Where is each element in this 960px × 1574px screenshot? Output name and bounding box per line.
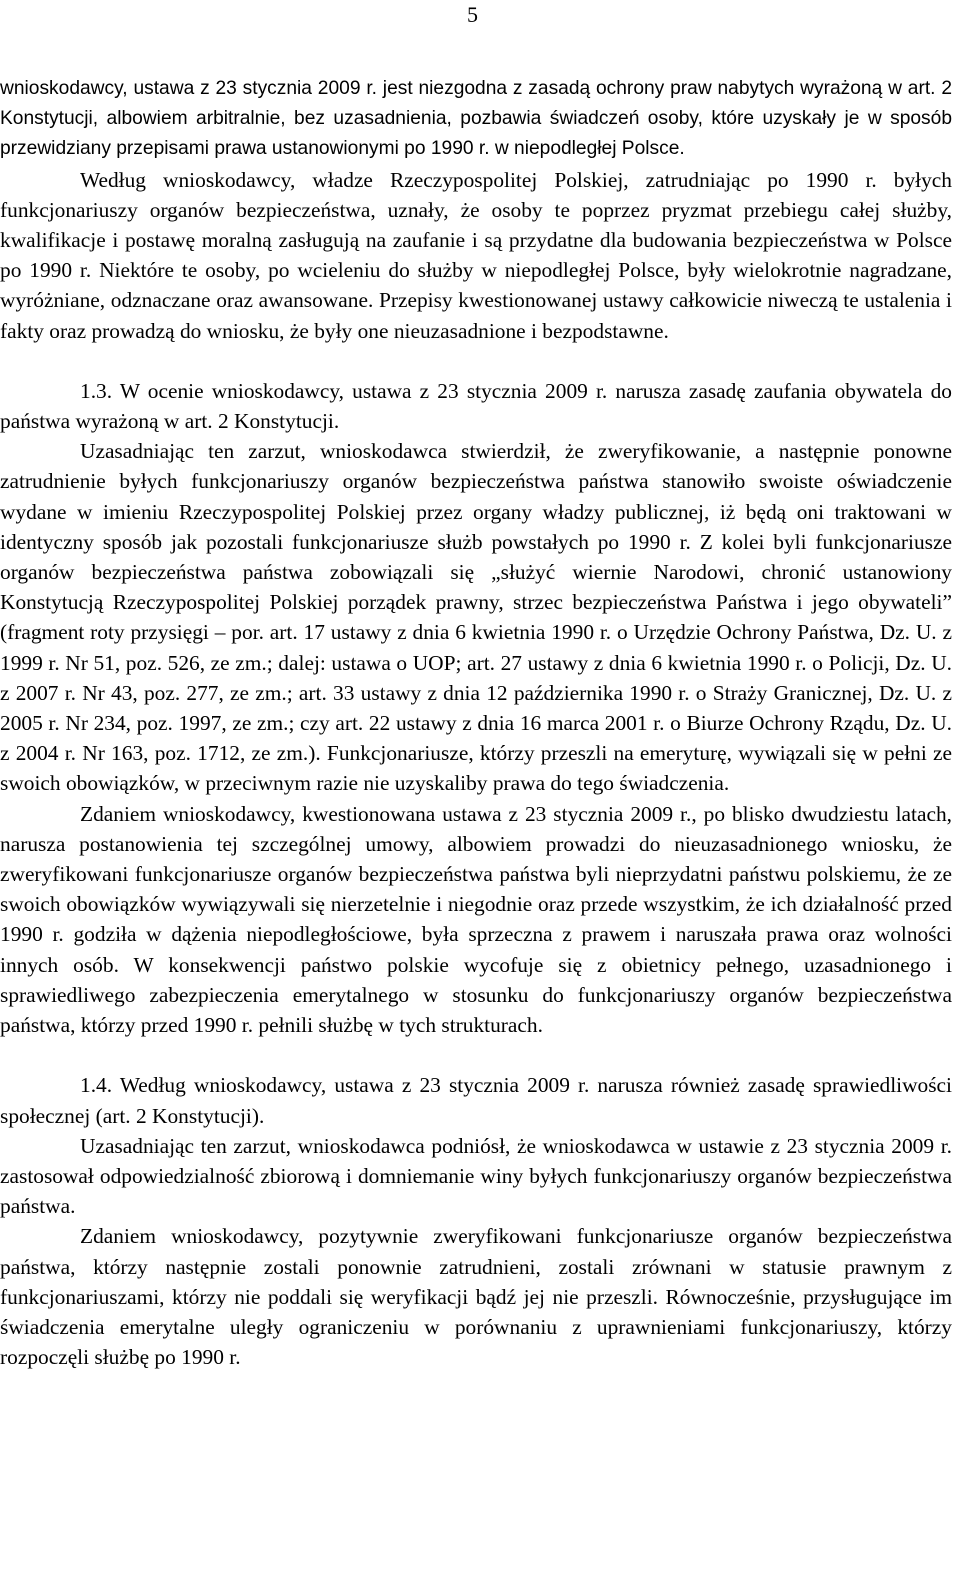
page-number: 5 xyxy=(467,2,478,27)
section-heading-1-4: 1.4. Według wnioskodawcy, ustawa z 23 stycznia 2009 r. narusza również zasadę sprawiedliwości społecznej (art. 2 Konstytucji). xyxy=(0,1073,952,1128)
paragraph-spacer xyxy=(0,346,952,376)
document-body xyxy=(0,74,952,1372)
paragraph-continuation: wnioskodawcy, ustawa z 23 stycznia 2009 r. jest niezgodna z zasadą ochrony praw nabytych wyrażoną w art. 2 Konstytucji, albowiem arbitralnie, bez uzasadnienia, pozbawia świadczeń osoby, które uzyskały je w sposób przewidziany przepisami prawa ustanowionymi po 1990 r. w niepodległej Polsce. xyxy=(0,78,952,160)
paragraph-collective-responsibility: Uzasadniając ten zarzut, wnioskodawca podniósł, że wnioskodawca w ustawie z 23 stycznia 2009 r. zastosował odpowiedzialność zbiorową i domniemanie winy byłych funkcjonariuszy organów bezpieczeństwa państwa. xyxy=(0,1133,952,1219)
paragraph-spacer xyxy=(0,1040,952,1070)
section-heading-1-3: 1.3. W ocenie wnioskodawcy, ustawa z 23 stycznia 2009 r. narusza zasadę zaufania obywatela do państwa wyrażoną w art. 2 Konstytucji. xyxy=(0,378,952,434)
paragraph-status-equalization: Zdaniem wnioskodawcy, pozytywnie zweryfikowani funkcjonariusze organów bezpieczeństwa państwa, którzy następnie zostali ponownie zatrudnieni, zostali zrównani w statusie prawnym z funkcjonariuszami, którzy nie poddali się weryfikacji bądź jej nie przeszli. Równocześnie, przysługujące im świadczenia emerytalne uległy ograniczeniu w porównaniu z uprawnieniami funkcjonariuszy, którzy rozpoczęli służbę po 1990 r. xyxy=(0,1224,952,1370)
paragraph-authorities-employment: Według wnioskodawcy, władze Rzeczypospolitej Polskiej, zatrudniając po 1990 r. byłych funkcjonariuszy organów bezpieczeństwa, uznały, że osoby te poprzez pryzmat przebiegu całej służby, kwalifikacje i postawę moralną zasługują na zaufanie i są przydatne dla budowania bezpieczeństwa w Polsce po 1990 r. Niektóre te osoby, po wcieleniu do służby w niepodległej Polsce, były wielokrotnie nagradzane, wyróżniane, odznaczane oraz awansowane. Przepisy kwestionowanej ustawy całkowicie niweczą te ustalenia i fakty oraz prowadzą do wniosku, że były one nieuzasadnione i bezpodstawne. xyxy=(0,167,952,343)
paragraph-applicant-opinion: Zdaniem wnioskodawcy, kwestionowana ustawa z 23 stycznia 2009 r., po blisko dwudziestu latach, narusza postanowienia tej szczególnej umowy, albowiem prowadzi do nieuzasadnionego wniosku, że zweryfikowani funkcjonariusze organów bezpieczeństwa państwa byli nieprzydatni państwu polskiemu, że ze swoich obowiązków wywiązywali się nierzetelnie i niegodnie oraz przede wszystkim, że ich działalność przed 1990 r. godziła w dążenia niepodległościowe, była sprzeczna z prawem i naruszała prawa oraz wolności innych osób. W konsekwencji państwo polskie wycofuje się z obietnicy pełnego, uzasadnionego i sprawiedliwego zabezpieczenia emerytalnego w stosunku do funkcjonariuszy organów bezpieczeństwa państwa, którzy przed 1990 r. pełnili służbę w tych strukturach. xyxy=(0,801,952,1038)
paragraph-trust-justification: Uzasadniając ten zarzut, wnioskodawca stwierdził, że zweryfikowanie, a następnie ponowne zatrudnienie byłych funkcjonariuszy organów bezpieczeństwa państwa stanowiło swoiste oświadczenie wydane w imieniu Rzeczypospolitej Polskiej przez organy władzy publicznej, iż będą oni traktowani w identyczny sposób jak pozostali funkcjonariusze służb powstałych po 1990 r. Z kolei byli funkcjonariusze organów bezpieczeństwa państwa zobowiązali się „służyć wiernie Narodowi, chronić ustanowiony Konstytucją Rzeczypospolitej Polskiej porządek prawny, strzec bezpieczeństwa Państwa i jego obywateli” (fragment roty przysięgi – por. art. 17 ustawy z dnia 6 kwietnia 1990 r. o Urzędzie Ochrony Państwa, Dz. U. z 1999 r. Nr 51, poz. 526, ze zm.; dalej: ustawa o UOP; art. 27 ustawy z dnia 6 kwietnia 1990 r. o Policji, Dz. U. z 2007 r. Nr 43, poz. 277, ze zm.; art. 33 ustawy z dnia 12 października 1990 r. o Straży Granicznej, Dz. U. z 2005 r. Nr 234, poz. 1997, ze zm.; czy art. 22 ustawy z dnia 16 marca 2001 r. o Biurze Ochrony Rządu, Dz. U. z 2004 r. Nr 163, poz. 1712, ze zm.). Funkcjonariusze, którzy przeszli na emeryturę, wywiązali się w pełni ze swoich obowiązków, w przeciwnym razie nie uzyskaliby prawa do tego świadczenia. xyxy=(0,439,952,796)
